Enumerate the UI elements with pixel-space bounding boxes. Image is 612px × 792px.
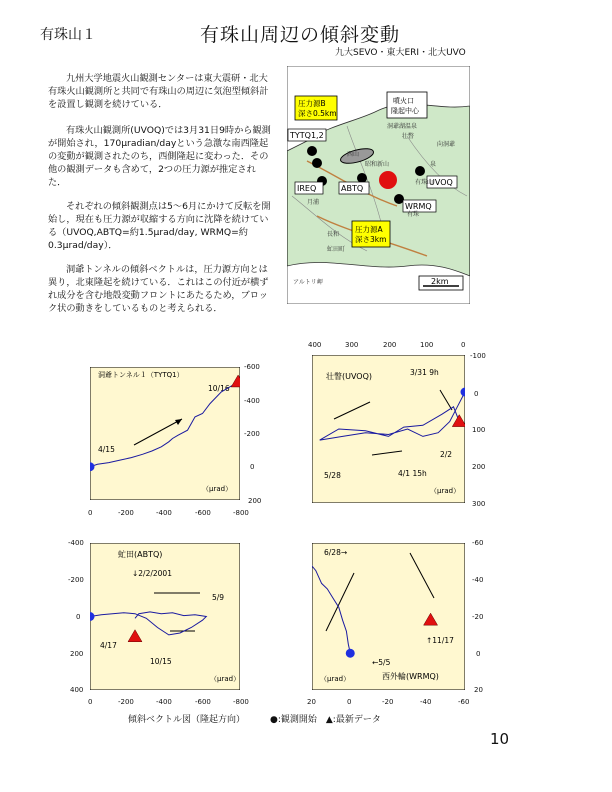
plot-frame [90, 543, 240, 690]
paragraph-3: それぞれの傾斜観測点は5～6月にかけて反転を開始し，現在も圧力源が収縮する方向に沈降を続けている（UVOQ,ABTQ=約1.5μrad/day, WRMQ=約0.3μrad/day）． [48, 201, 271, 251]
svg-text:隆起中心: 隆起中心 [391, 107, 419, 115]
source-b-box [295, 96, 337, 120]
annotation: ←5/5 [372, 658, 391, 667]
p2-x-tick: 400 [308, 341, 322, 349]
paragraph-2: 有珠火山観測所(UVOQ)では3月31日9時から観測が開始され，170μradian/dayという急激な南西隆起の変動が観測されたのち，西側隆起に変わった．その他の観測データも含めて，2つの圧力源が推定された． [48, 125, 271, 188]
station-abtq [357, 173, 367, 183]
svg-text:月浦: 月浦 [307, 199, 320, 206]
p4-x-tick: 0 [347, 698, 352, 706]
station-wrmq [394, 194, 404, 204]
figure-legend: ●:観測開始 ▲:最新データ [270, 715, 381, 725]
p3-y-tick: -400 [68, 539, 84, 547]
station-tytq-1 [307, 146, 317, 156]
authors: 九大SEVO・東大ERI・北大UVO [335, 48, 466, 58]
annotation: 10/15 [150, 657, 172, 666]
plot-title: 洞爺トンネル１（TYTQ1） [98, 371, 184, 379]
p1-x-tick: -800 [233, 509, 249, 517]
p2-y-tick: 200 [472, 463, 486, 471]
p1-x-tick: -400 [156, 509, 172, 517]
unit-label: （μrad） [320, 675, 351, 683]
paragraph-4: 洞爺トンネルの傾斜ベクトルは，圧力源方向とは異り，北東隆起を続けている．これはこの付近が横ずれ成分を含む地殻変動フロントにあたるため，ブロック状の動きをしているものと考えられる． [48, 264, 269, 314]
p3-x-tick: 0 [88, 698, 93, 706]
p1-y-tick: -600 [244, 363, 260, 371]
p3-y-tick: 0 [76, 613, 81, 621]
figure-caption: 傾斜ベクトル図（隆起方向） [128, 715, 246, 725]
unit-label: （μrad） [210, 675, 240, 683]
svg-text:昭和新山: 昭和新山 [365, 161, 390, 168]
annotation: 2/2 [440, 450, 453, 459]
plot-title: 西外輪(WRMQ) [382, 672, 439, 681]
annotation: ↑11/17 [426, 636, 454, 645]
svg-text:深さ0.5km: 深さ0.5km [298, 109, 337, 118]
unit-label: （μrad） [202, 485, 233, 493]
p3-x-tick: -200 [118, 698, 134, 706]
p1-y-tick: -400 [244, 397, 260, 405]
p4-y-tick: -40 [472, 576, 484, 584]
p2-x-tick: 100 [420, 341, 434, 349]
svg-text:有珠: 有珠 [407, 211, 420, 218]
start-marker [346, 649, 355, 658]
p4-y-tick: 0 [476, 650, 481, 658]
p3-x-tick: -600 [195, 698, 211, 706]
p1-y-tick: -200 [244, 430, 260, 438]
p3-x-tick: -800 [233, 698, 249, 706]
annotation: ↓2/2/2001 [132, 569, 172, 578]
annotation: 4/1 15h [398, 469, 427, 478]
page-title: 有珠山周辺の傾斜変動 [200, 24, 401, 46]
p2-y-tick: 0 [474, 390, 479, 398]
svg-text:壮瞥: 壮瞥 [402, 133, 415, 140]
svg-text:向洞爺: 向洞爺 [437, 141, 456, 148]
crater-box [387, 92, 427, 118]
p3-x-tick: -400 [156, 698, 172, 706]
svg-text:深さ3km: 深さ3km [355, 235, 387, 244]
p1-x-tick: 0 [88, 509, 93, 517]
source-a-circle [379, 171, 397, 189]
annotation: 4/17 [100, 641, 117, 650]
annotation: 5/28 [324, 471, 341, 480]
p2-y-tick: 300 [472, 500, 486, 508]
p1-x-tick: -200 [118, 509, 134, 517]
svg-text:WRMQ: WRMQ [405, 202, 432, 211]
p4-y-tick: -20 [472, 613, 484, 621]
p2-x-tick: 200 [383, 341, 397, 349]
station-tytq-2 [312, 158, 322, 168]
annotation: 6/28→ [324, 548, 348, 557]
svg-text:アルトリ岬: アルトリ岬 [293, 279, 323, 286]
svg-text:圧力源A: 圧力源A [355, 225, 383, 234]
annotation: 3/31 9h [410, 368, 439, 377]
p3-y-tick: 400 [70, 686, 84, 694]
page-number: 10 [490, 730, 510, 748]
annotation: 4/15 [98, 445, 115, 454]
svg-text:泉: 泉 [430, 161, 437, 168]
p1-y-tick: 0 [250, 463, 255, 471]
series-label: 有珠山１ [40, 27, 96, 43]
svg-text:圧力源B: 圧力源B [298, 99, 326, 108]
annotation: 10/16 [208, 384, 230, 393]
p2-x-tick: 300 [345, 341, 359, 349]
svg-text:西山: 西山 [347, 151, 360, 158]
plot-title: 壮瞥(UVOQ) [326, 372, 373, 381]
p4-y-tick: -60 [472, 539, 484, 547]
p2-y-tick: 100 [472, 426, 486, 434]
p3-y-tick: 200 [70, 650, 84, 658]
p4-x-tick: -20 [382, 698, 394, 706]
p3-y-tick: -200 [68, 576, 84, 584]
svg-text:IREQ: IREQ [297, 184, 317, 193]
plot-title: 虻田(ABTQ) [118, 550, 163, 559]
svg-text:洞爺湖温泉: 洞爺湖温泉 [387, 123, 418, 130]
p4-x-tick: 20 [307, 698, 316, 706]
unit-label: （μrad） [430, 487, 461, 495]
svg-text:有珠山: 有珠山 [415, 179, 434, 186]
tilt-plot-uvoq [312, 355, 465, 503]
plot-frame [312, 543, 465, 690]
svg-text:2km: 2km [431, 277, 449, 286]
svg-text:TYTQ1,2: TYTQ1,2 [290, 131, 324, 140]
svg-text:ABTQ: ABTQ [341, 184, 364, 193]
paragraph-1: 九州大学地震火山観測センターは東大震研・北大有珠火山観測所と共同で有珠山の周辺に気泡型傾斜計を設置し観測を続けている． [48, 73, 269, 110]
p2-y-tick: -100 [470, 352, 486, 360]
svg-text:長和: 長和 [327, 231, 340, 238]
usu-map [287, 66, 470, 304]
p1-x-tick: -600 [195, 509, 211, 517]
p4-x-tick: -40 [420, 698, 432, 706]
p1-y-tick: 200 [248, 497, 262, 505]
tilt-plot-wrmq [312, 543, 465, 690]
p4-x-tick: -60 [458, 698, 470, 706]
p2-x-tick: 0 [461, 341, 466, 349]
p4-y-tick: 20 [474, 686, 483, 694]
tilt-plot-tytq1 [90, 367, 240, 500]
svg-text:噴火口: 噴火口 [393, 97, 414, 105]
station-uvoq [415, 166, 425, 176]
tilt-plot-abtq [90, 543, 240, 690]
svg-text:UVOQ: UVOQ [429, 178, 453, 187]
svg-text:虻田町: 虻田町 [327, 246, 346, 253]
scale-bar [419, 276, 463, 290]
annotation: 5/9 [212, 593, 225, 602]
source-a-box [352, 221, 390, 247]
